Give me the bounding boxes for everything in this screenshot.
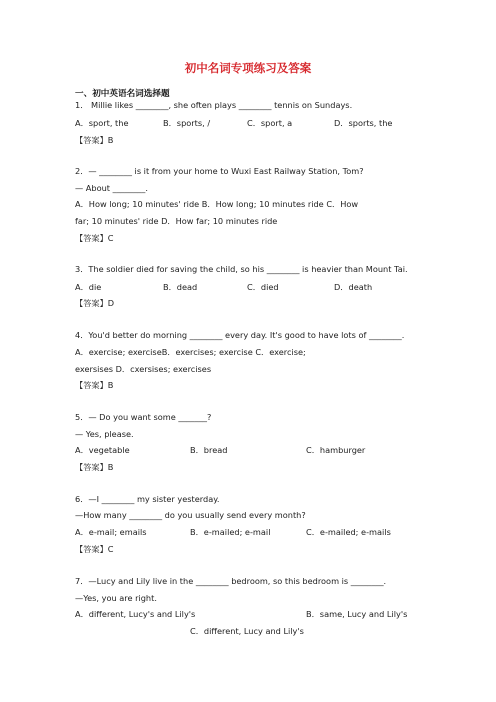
question-4-answer: 【答案】B: [75, 380, 114, 390]
question-6-stem-line2: —How many ________ do you usually send every month?: [75, 510, 306, 520]
question-7-stem: 7．—Lucy and Lily live in the ________ bedroom, so this bedroom is ________.: [75, 576, 387, 586]
question-5-option-a: A．vegetable: [75, 445, 130, 455]
question-3-option-a: A．die: [75, 282, 102, 292]
question-4-options-line2: exersises D．cxersises; exercises: [75, 364, 212, 374]
question-7-stem-line2: —Yes, you are right.: [75, 593, 157, 603]
question-3-answer: 【答案】D: [75, 298, 115, 308]
question-6-answer: 【答案】C: [75, 544, 114, 554]
question-5-stem-line2: — Yes, please.: [75, 429, 134, 439]
question-2-stem: 2．— ________ is it from your home to Wuxi East Railway Station, Tom?: [75, 166, 364, 176]
question-5-option-b: B．bread: [190, 445, 228, 455]
question-2-options-line1: A．How long; 10 minutes' ride B．How long; 10 minutes ride C．How: [75, 199, 359, 209]
question-6-option-a: A．e-mail; emails: [75, 527, 147, 537]
question-1-option-b: B．sports, /: [163, 118, 211, 128]
question-3-option-d: D．death: [334, 282, 373, 292]
question-3-stem: 3．The soldier died for saving the child, so his ________ is heavier than Mount Tai.: [75, 264, 408, 274]
question-5-option-c: C．hamburger: [306, 445, 366, 455]
question-7-option-a: A．different, Lucy's and Lily's: [75, 609, 196, 619]
question-3-option-c: C．died: [247, 282, 279, 292]
question-3-option-b: B．dead: [163, 282, 198, 292]
question-7-option-b: B．same, Lucy and Lily's: [306, 609, 408, 619]
section-heading: 一、初中英语名词选择题: [75, 89, 170, 99]
question-2-answer: 【答案】C: [75, 233, 114, 243]
question-1-option-c: C．sport, a: [247, 118, 293, 128]
question-2-stem-line2: — About ________.: [75, 183, 148, 193]
question-6-option-b: B．e-mailed; e-mail: [190, 527, 271, 537]
question-6-option-c: C．e-mailed; e-mails: [306, 527, 391, 537]
question-4-stem: 4．You'd better do morning ________ every day. It's good to have lots of ________.: [75, 330, 405, 340]
question-6-stem: 6．—I ________ my sister yesterday.: [75, 494, 220, 504]
question-1-answer: 【答案】B: [75, 135, 114, 145]
page-title: 初中名词专项练习及答案: [184, 61, 312, 75]
question-2-options-line2: far; 10 minutes' ride D．How far; 10 minutes ride: [75, 216, 278, 226]
question-1-option-a: A．sport, the: [75, 118, 129, 128]
question-5-stem: 5．— Do you want some _______?: [75, 412, 212, 422]
question-7-option-c: C．different, Lucy and Lily's: [190, 626, 304, 636]
question-5-answer: 【答案】B: [75, 462, 114, 472]
question-4-options-line1: A．exercise; exerciseB．exercises; exercise C．exercise;: [75, 347, 306, 357]
question-1-option-d: D．sports, the: [334, 118, 393, 128]
question-1-stem: 1． Millie likes ________, she often plays ________ tennis on Sundays.: [75, 100, 353, 110]
